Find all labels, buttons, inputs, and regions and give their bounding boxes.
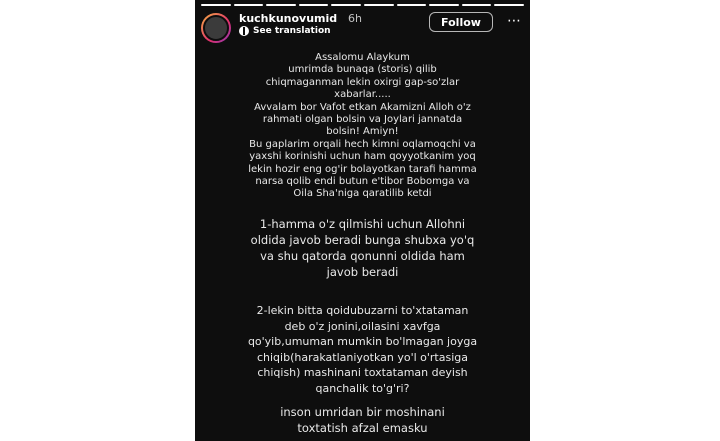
- story-header: [201, 10, 524, 42]
- progress-segment: [201, 4, 231, 6]
- message-line: lekin hozir eng og'ir bolayotkan tarafi hamma: [248, 163, 477, 175]
- message-line: Bu gaplarim orqali hech kimni oqlamoqchi va: [249, 138, 476, 150]
- closing-line: toxtatish afzal emasku: [297, 421, 428, 435]
- message-line: Oila Sha'niga qaratilib ketdi: [293, 188, 432, 200]
- story-point-2: [195, 303, 530, 396]
- point-1-line: oldida javob beradi bunga shubxa yo'q: [250, 233, 475, 247]
- message-line: Assalomu Alaykum: [315, 52, 410, 63]
- point-2-line: qo'yib,umuman mumkin bo'lmagan joyga: [247, 335, 478, 348]
- point-2-line: 2-lekin bitta qoidubuzarni to'xtataman: [256, 304, 469, 317]
- point-1-line: javob beradi: [326, 265, 399, 279]
- point-2-line: chiqish) mashinani toxtataman deyish: [257, 366, 468, 379]
- message-line: yaxshi korinishi uchun ham qoyyotkanim yoq: [249, 151, 476, 163]
- story-progress-bar: [201, 4, 524, 6]
- follow-button[interactable]: Follow: [429, 12, 493, 32]
- progress-segment: [364, 4, 394, 6]
- progress-segment: [331, 4, 361, 6]
- progress-segment: [266, 4, 296, 6]
- story-closing: [195, 404, 530, 436]
- user-avatar[interactable]: [201, 13, 231, 43]
- progress-segment: [397, 4, 427, 6]
- progress-segment: [462, 4, 492, 6]
- progress-segment: [299, 4, 329, 6]
- message-line: Avvalam bor Vafot etkan Akamizni Alloh o'z: [254, 101, 471, 113]
- progress-segment: [494, 4, 524, 6]
- story-point-1: [195, 216, 530, 280]
- see-translation-label: See translation: [253, 26, 331, 36]
- username-link[interactable]: kuchkunovumid: [239, 12, 338, 25]
- progress-segment: [429, 4, 459, 6]
- point-1-line: 1-hamma o'z qilmishi uchun Allohni: [259, 217, 466, 231]
- translate-icon: [239, 26, 249, 36]
- message-line: rahmati olgan bolsin va Joylari jannatda: [262, 114, 463, 126]
- story-message: [195, 52, 530, 201]
- progress-segment: [234, 4, 264, 6]
- closing-line: inson umridan bir moshinani: [280, 405, 445, 419]
- point-2-line: chiqib(harakatlaniyotkan yo'l o'rtasiga: [256, 350, 468, 364]
- point-2-line: qanchalik to'g'ri?: [315, 381, 410, 395]
- message-line: narsa qolib endi butun e'tibor Bobomga va: [255, 176, 470, 188]
- more-options-icon[interactable]: ⋯: [507, 13, 522, 29]
- post-time: 6h: [348, 12, 362, 25]
- message-line: xabarlar.....: [334, 89, 391, 101]
- message-line: umrimda bunaqa (storis) qilib: [288, 64, 437, 76]
- story-viewer[interactable]: [195, 0, 530, 441]
- message-line: chiqmaganman lekin oxirgi gap-so'zlar: [265, 76, 460, 88]
- point-2-line: deb o'z jonini,oilasini xavfga: [284, 319, 441, 333]
- see-translation-button[interactable]: [239, 26, 331, 36]
- message-line: bolsin! Amiyn!: [326, 126, 399, 138]
- point-1-line: va shu qatorda qonunni oldida ham: [260, 249, 465, 263]
